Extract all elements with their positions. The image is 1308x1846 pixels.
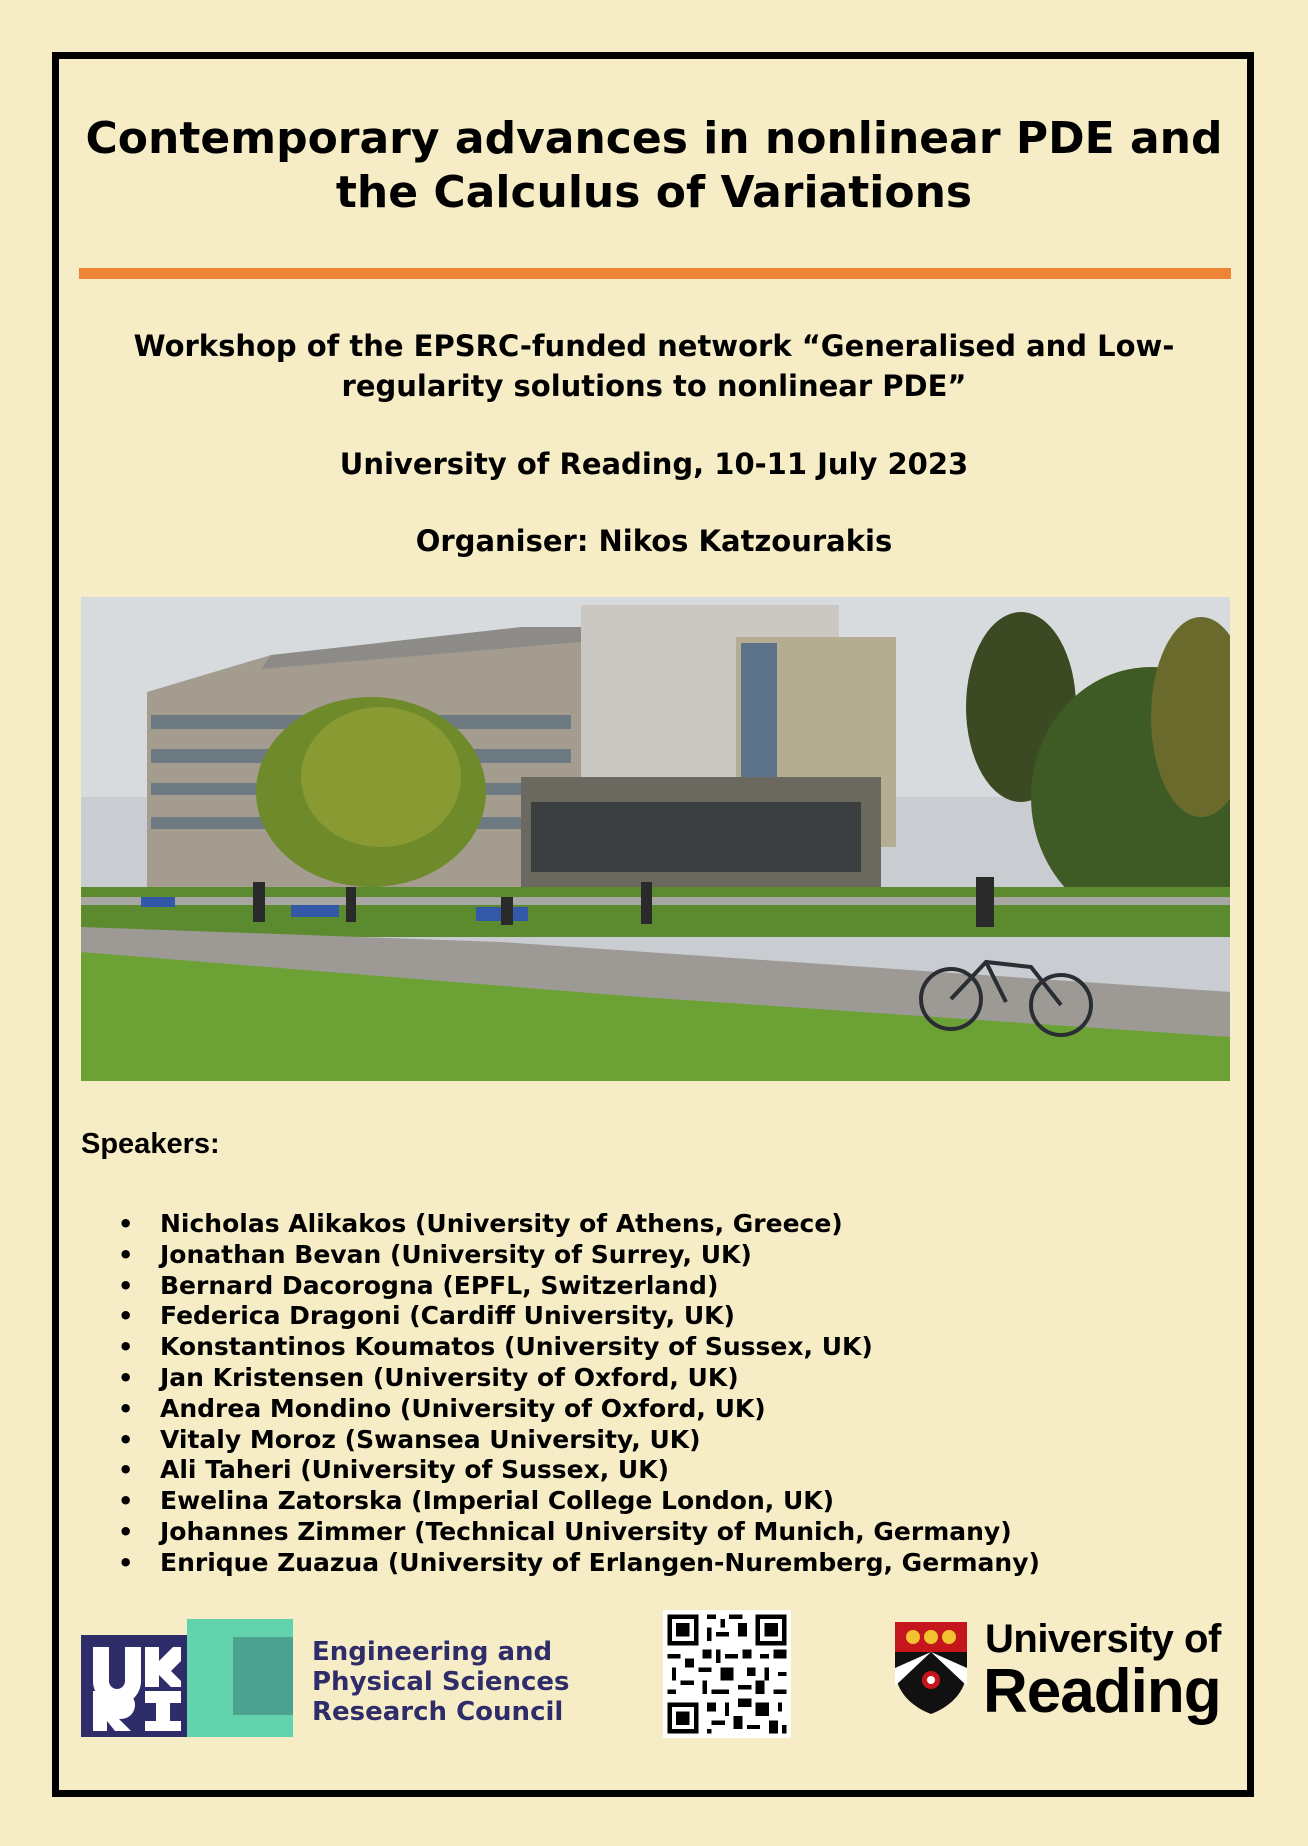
ukri-logo	[81, 1619, 293, 1741]
list-item: • Ewelina Zatorska (Imperial College London, UK)	[118, 1486, 1040, 1517]
reading-wordmark-line1: University of	[985, 1617, 1221, 1661]
list-item: • Enrique Zuazua (University of Erlangen-Nuremberg, Germany)	[118, 1548, 1040, 1579]
list-item: • Andrea Mondino (University of Oxford, UK)	[118, 1394, 1040, 1425]
poster-title: Contemporary advances in nonlinear PDE and the Calculus of Variations	[85, 113, 1223, 218]
list-item: • Ali Taheri (University of Sussex, UK)	[118, 1455, 1040, 1486]
epsrc-name: Engineering and Physical Sciences Research Council	[312, 1637, 570, 1727]
list-item: • Nicholas Alikakos (University of Athens, Greece)	[118, 1209, 1040, 1240]
list-item: • Johannes Zimmer (Technical University of Munich, Germany)	[118, 1517, 1040, 1548]
reading-wordmark-line2: Reading	[983, 1657, 1221, 1726]
list-item: • Federica Dragoni (Cardiff University, UK)	[118, 1301, 1040, 1332]
reading-crest	[893, 1620, 969, 1720]
list-item: • Konstantinos Koumatos (University of Sussex, UK)	[118, 1332, 1040, 1363]
speakers-list	[118, 1209, 1040, 1579]
list-item: • Vitaly Moroz (Swansea University, UK)	[118, 1425, 1040, 1456]
title-divider	[79, 268, 1231, 279]
list-item: • Jan Kristensen (University of Oxford, UK)	[118, 1363, 1040, 1394]
venue-date: University of Reading, 10-11 July 2023	[339, 447, 969, 481]
workshop-description: Workshop of the EPSRC-funded network “Generalised and Low-regularity solutions to nonlinear PDE”	[133, 329, 1175, 403]
campus-photo	[81, 597, 1230, 1081]
speakers-heading: Speakers:	[81, 1128, 220, 1160]
organiser: Organiser: Nikos Katzourakis	[415, 524, 893, 558]
list-item: • Bernard Dacorogna (EPFL, Switzerland)	[118, 1271, 1040, 1302]
list-item: • Jonathan Bevan (University of Surrey, UK)	[118, 1240, 1040, 1271]
qr-code	[663, 1610, 791, 1738]
